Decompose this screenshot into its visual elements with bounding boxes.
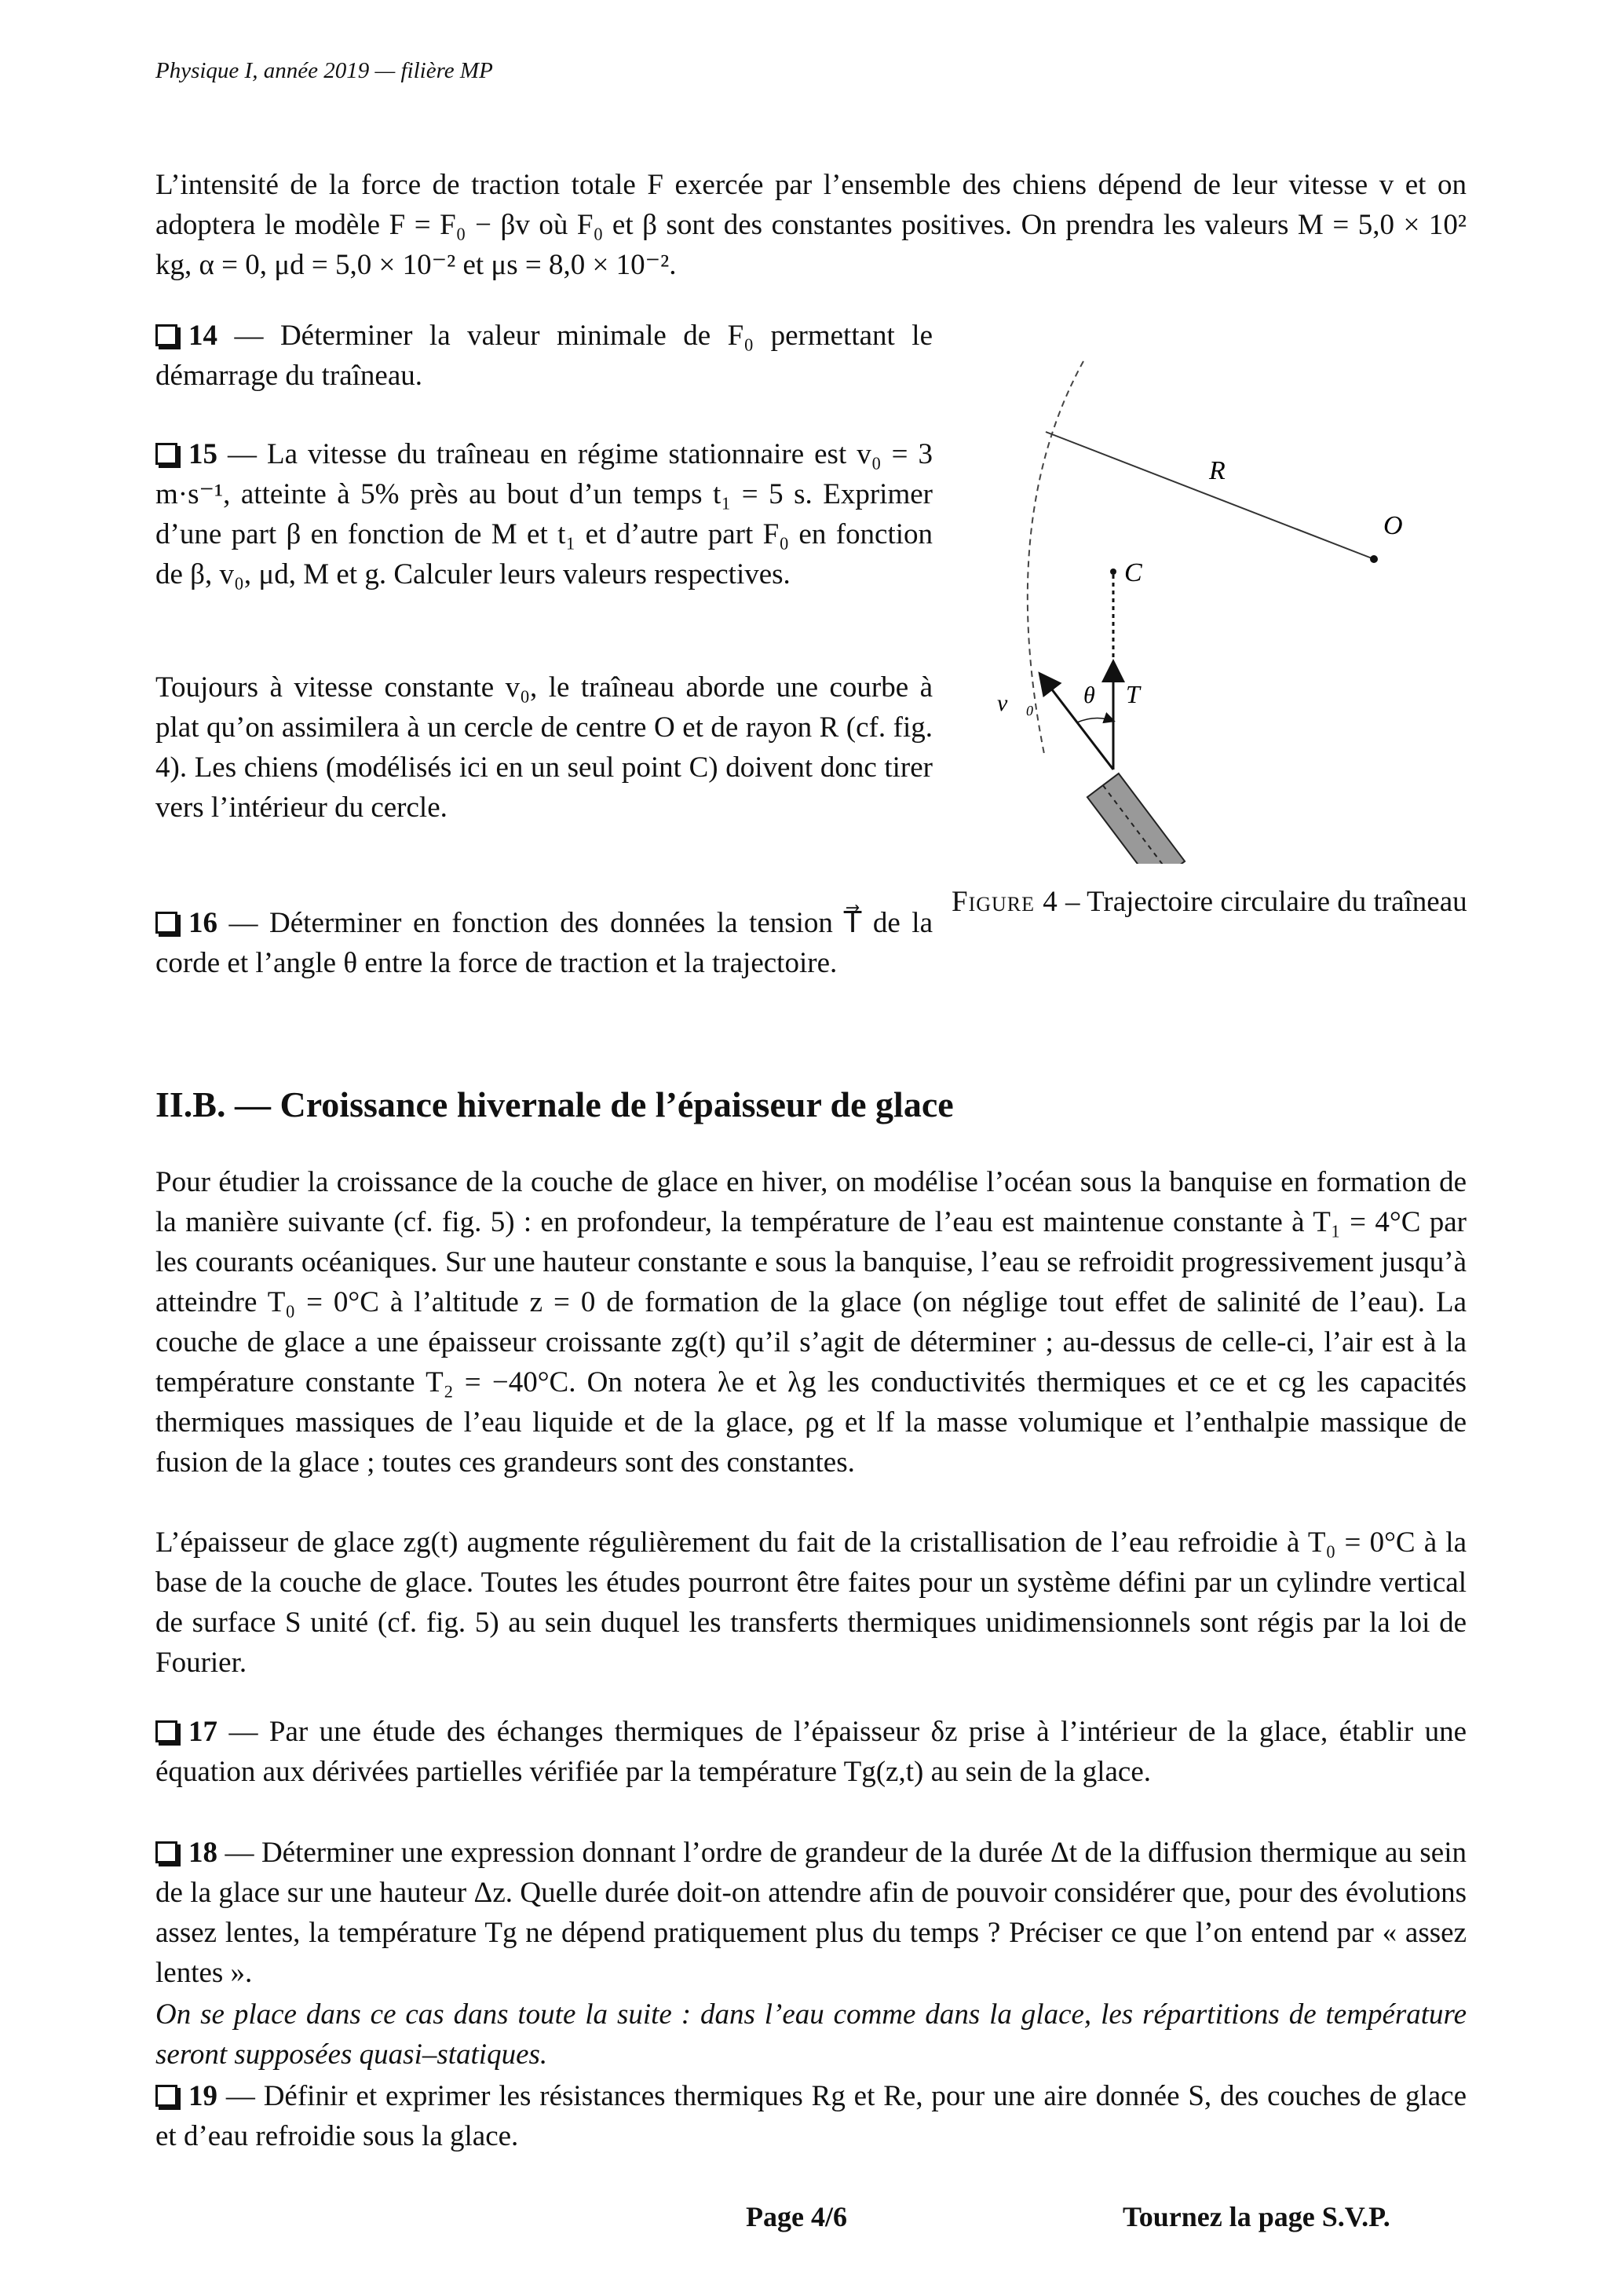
label-c: C [1124,558,1142,587]
checkbox-icon [155,912,177,934]
question-text: — Déterminer la valeur minimale de F₀ permettant le démarrage du traîneau. [155,320,933,392]
question-number: 16 [188,907,217,939]
section-title: II.B. — Croissance hivernale de l’épaisseur de glace [155,1084,954,1124]
label-r: R [1209,456,1226,485]
turn-page-note: Tournez la page S.V.P. [1123,2201,1390,2232]
checkbox-icon [155,1720,177,1742]
question-text: — Déterminer une expression donnant l’ordre de grandeur de la durée Δt de la diffusion thermique au sein de la glace sur une hauteur Δz. Quelle durée doit-on attendre afin de pouvoir considérer que, pour des évolutions assez lentes, la température Tg ne dépend pratiquement plus du temps ? Préciser ce que l’on entend par « assez lentes ». [155,1837,1467,1989]
checkbox-icon [155,2085,177,2107]
question-number: 14 [188,320,217,352]
question-17 [155,1712,1467,1792]
caption-text: – Trajectoire circulaire du traîneau [1058,886,1467,918]
theta-arc [1077,718,1113,722]
sled [1087,773,1185,864]
question-number: 18 [188,1837,217,1869]
question-19 [155,2076,1467,2156]
section-paragraph: Pour étudier la croissance de la couche de glace en hiver, on modélise l’océan sous la banquise en formation de la manière suivante (cf. fig. 5) : en profondeur, la température de l’eau est maintenue constante à T₁ = 4°C par les courants océaniques. Sur une hauteur constante e sous la banquise, l’eau se refroidit progressivement jusqu’à atteindre T₀ = 0°C à l’altitude z = 0 de formation de la glace (on néglige tout effet de salinité de l’eau). La couche de glace a une épaisseur croissante zg(t) qu’il s’agit de déterminer ; au-dessus de celle-ci, l’air est à la température constante T₂ = −40°C. On notera λe et λg les conductivités thermiques et ce et cg les capacités thermiques massiques de l’eau liquide et de la glace, ρg et lf la masse volumique et l’enthalpie massique de fusion de la glace ; toutes ces grandeurs sont des constantes. [155,1166,1467,1479]
question-text: — Par une étude des échanges thermiques de l’épaisseur δz prise à l’intérieur de la glace, établir une équation aux dérivées partielles vérifiée par la température Tg(z,t) au sein de la glace. [155,1716,1467,1788]
question-text: — Déterminer en fonction des données la tension T⃗ de la corde et l’angle θ entre la force de traction et la trajectoire. [155,907,933,979]
checkbox-icon [155,324,177,346]
center-point-o [1370,555,1378,563]
page-number: Page 4/6 [746,2201,847,2232]
question-text: — Définir et exprimer les résistances thermiques Rg et Re, pour une aire donnée S, des couches de glace et d’eau refroidie sous la glace. [155,2080,1467,2152]
label-theta: θ [1083,682,1095,708]
question-number: 19 [188,2080,217,2112]
checkbox-icon [155,443,177,465]
curve-paragraph: Toujours à vitesse constante v₀, le traîneau aborde une courbe à plat qu’on assimilera à un cercle de centre O et de rayon R (cf. fig. 4). Les chiens (modélisés ici en un seul point C) doivent donc tirer vers l’intérieur du cercle. [155,671,933,824]
point-c [1110,569,1116,575]
checkbox-icon [155,1841,177,1863]
running-head: Physique I, année 2019 — filière MP [155,58,493,83]
label-v0: v⃗₀ [997,690,1035,716]
question-15 [155,434,933,594]
question-text: — La vitesse du traîneau en régime stationnaire est v₀ = 3 m·s⁻¹, atteinte à 5% près au bout d’un temps t₁ = 5 s. Exprimer d’une part β en fonction de M et t₁ et d’autre part F₀ en fonction de β, v₀, μd, M et g. Calculer leurs valeurs respectives. [155,438,933,590]
figure-caption [952,883,1485,922]
radius-line [1046,432,1374,559]
label-t: T⃗ [1126,680,1160,708]
question-16 [155,903,933,983]
section-paragraph-2: L’épaisseur de glace zg(t) augmente régulièrement du fait de la cristallisation de l’eau refroidie à T₀ = 0°C à la base de la couche de glace. Toutes les études pourront être faites pour un système défini par un cylindre vertical de surface S unité (cf. fig. 5) au sein duquel les transferts thermiques unidimensionnels sont régis par la loi de Fourier. [155,1526,1467,1679]
caption-label: Figure 4 [952,886,1058,918]
italic-note: On se place dans ce cas dans toute la suite : dans l’eau comme dans la glace, les répartitions de température seront supposées quasi–statiques. [155,1998,1467,2071]
intro-paragraph: L’intensité de la force de traction totale F exercée par l’ensemble des chiens dépend de leur vitesse v et on adoptera le modèle F = F₀ − βv où F₀ et β sont des constantes positives. On prendra les valeurs M = 5,0 × 10² kg, α = 0, μd = 5,0 × 10⁻² et μs = 8,0 × 10⁻². [155,169,1467,281]
question-number: 17 [188,1716,217,1748]
question-18 [155,1833,1467,1993]
question-14 [155,316,933,396]
label-o: O [1383,511,1403,540]
figure-4-diagram [934,345,1437,864]
question-number: 15 [188,438,217,470]
